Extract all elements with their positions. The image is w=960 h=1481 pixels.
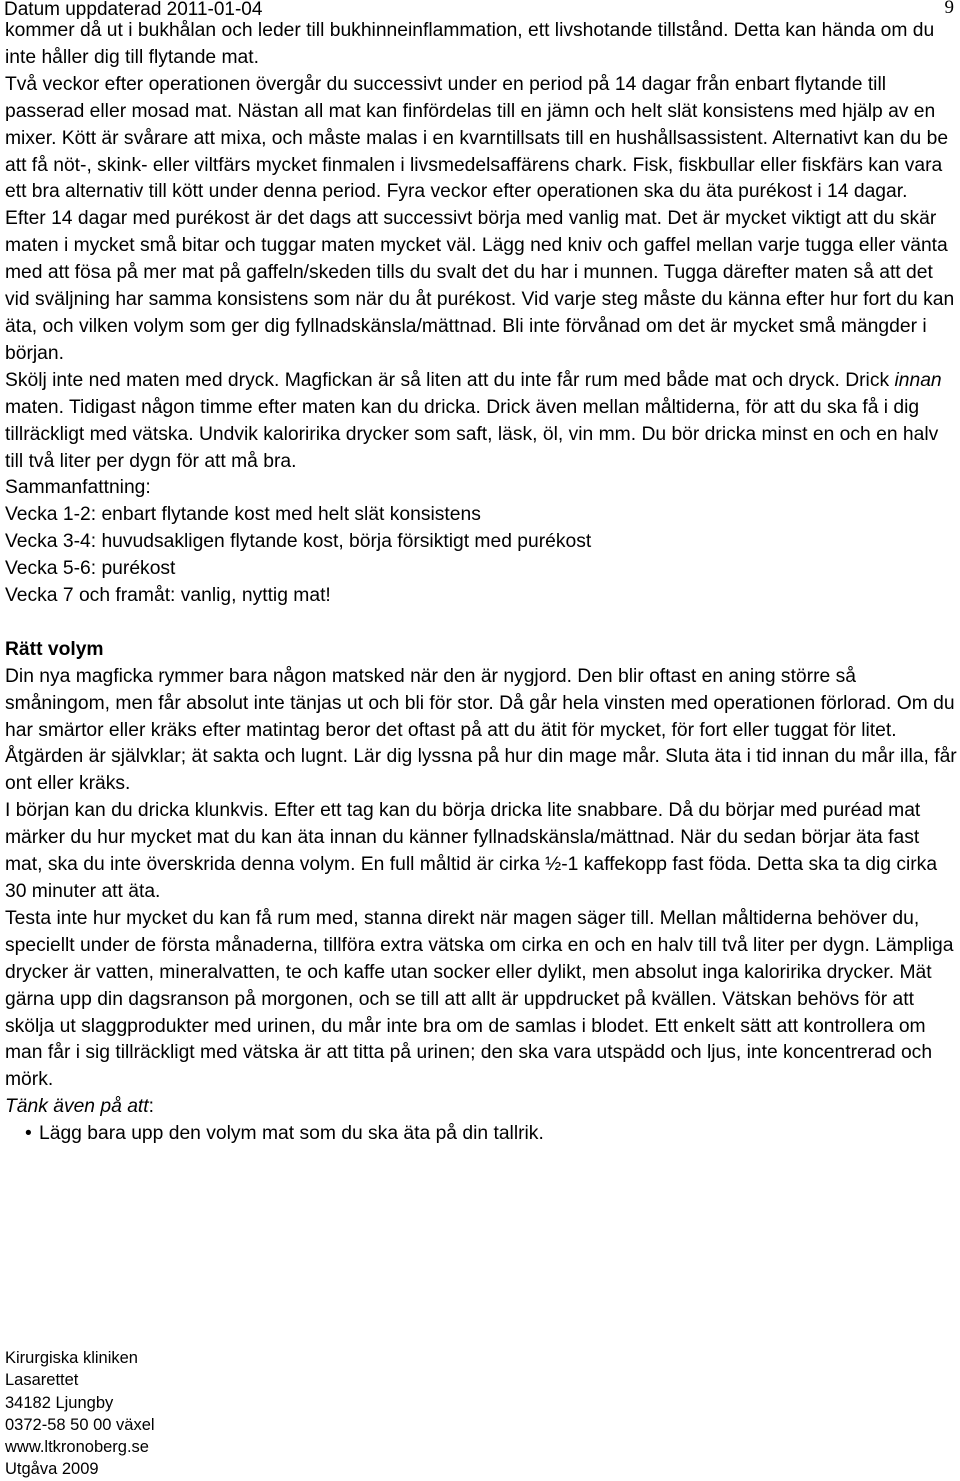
- summary-item: Vecka 7 och framåt: vanlig, nyttig mat!: [5, 585, 331, 607]
- paragraph: kommer då ut i bukhålan och leder till bukhinneinflammation, ett livshotande tillstånd. Detta kan hända om du inte håller dig till flytande mat.: [5, 20, 935, 68]
- paragraph: [5, 798, 960, 906]
- fraction-text: ½: [545, 854, 562, 876]
- think-colon: :: [148, 1096, 154, 1118]
- paragraph: [5, 368, 960, 476]
- summary-title: Sammanfattning:: [5, 477, 151, 499]
- think-label-line: [5, 1094, 960, 1121]
- section-heading: Rätt volym: [5, 638, 104, 660]
- footer-website: www.ltkronoberg.se: [5, 1438, 149, 1457]
- paragraph-text: maten. Tidigast någon timme efter maten kan du dricka. Drick även mellan måltiderna, för att du ska få i dig tillräckligt med vätska. Undvik kaloririka drycker som saft, läsk, öl, vin mm. Du bör dricka minst en och en halv till två liter per dygn för att må bra.: [5, 396, 939, 472]
- emphasis-text: innan: [894, 369, 942, 391]
- footer-line: 34182 Ljungby: [5, 1393, 114, 1412]
- paragraph-text: -1 kaffekopp fast föda. Detta ska ta dig cirka 30 minuter att äta.: [5, 854, 938, 902]
- paragraph-text: Skölj inte ned maten med dryck. Magfickan är så liten att du inte får rum med både mat och dryck. Drick: [5, 369, 895, 391]
- page-number: 9: [944, 0, 954, 18]
- footer-line: 0372-58 50 00 växel: [5, 1415, 155, 1434]
- bullet-icon: •: [25, 1123, 32, 1145]
- paragraph: Två veckor efter operationen övergår du successivt under en period på 14 dagar från enbart flytande till passerad eller mosad mat. Nästan all mat kan finfördelas till en jämn och helt slät konsistens med hjälp av en mixer. Kött är svårare att mixa, och måste malas i en kvarntillsats till en hushållsassistent. Alternativt kan du be att få nöt-, skink- eller viltfärs mycket finmalen i livsmedelsaffärens chark. Fisk, fiskbullar eller fiskfärs kan vara ett bra alternativ till kött under denna period. Fyra veckor efter operationen ska du äta purékost i 14 dagar.: [5, 73, 949, 203]
- paragraph-text: I början kan du dricka klunkvis. Efter ett tag kan du börja dricka lite snabbare. Då du börjar med puréad mat märker du hur mycket mat du kan äta innan du känner fyllnadskänsla/mättnad. När du sedan börjar äta fast mat, ska du inte överskrida denna volym. En full måltid är cirka: [5, 800, 921, 876]
- summary-item: Vecka 3-4: huvudsakligen flytande kost, börja försiktigt med purékost: [5, 531, 592, 553]
- footer-line: Lasarettet: [5, 1371, 79, 1390]
- summary-item: Vecka 1-2: enbart flytande kost med helt slät konsistens: [5, 504, 481, 526]
- paragraph: Testa inte hur mycket du kan få rum med, stanna direkt när magen säger till. Mellan måltiderna behöver du, speciellt under de första månaderna, tillföra extra vätska om cirka en och en halv till två liter per dygn. Lämpliga drycker är vatten, mineralvatten, te och kaffe utan socker eller dylikt, men absolut inga kaloririka drycker. Mät gärna upp din dagsranson på morgonen, och se till att allt är uppdrucket på kvällen. Vätskan behövs för att skölja ut slaggprodukter med urinen, du mår inte bra om de samlas i blodet. Ett enkelt sätt att kontrollera om man får i sig tillräckligt med vätska är att titta på urinen; den ska vara utspädd och ljus, inte koncentrerad och mörk.: [5, 907, 954, 1091]
- list-item-text: Lägg bara upp den volym mat som du ska äta på din tallrik.: [39, 1123, 544, 1145]
- list-item: [5, 1121, 960, 1148]
- paragraph: Din nya magficka rymmer bara någon matsked när den är nygjord. Den blir oftast en aning större så småningom, men får absolut inte tänjas ut och bli för stor. Då går hela vinsten med operationen förlorad. Om du har smärtor eller kräks efter matintag beror det oftast på att du ätit för mycket, för fort eller tuggat för litet. Åtgärden är självklar; ät sakta och lugnt. Lär dig lyssna på hur din mage mår. Sluta äta i tid innan du mår illa, får ont eller kräks.: [5, 665, 957, 795]
- think-label: Tänk även på att: [5, 1096, 149, 1118]
- document-body: [5, 18, 960, 1148]
- footer-line: Kirurgiska kliniken: [5, 1349, 138, 1367]
- summary-item: Vecka 5-6: purékost: [5, 558, 176, 580]
- footer-line: Utgåva 2009: [5, 1460, 99, 1479]
- paragraph: Efter 14 dagar med purékost är det dags att successivt börja med vanlig mat. Det är mycket viktigt att du skär maten i mycket små bitar och tuggar maten mycket väl. Lägg ned kniv och gaffel mellan varje tugga eller vänta med att fösa på mer mat på gaffeln/skeden tills du svalt det du har i munnen. Tugga därefter maten så att det vid sväljning har samma konsistens som när du åt purékost. Vid varje steg måste du känna efter hur fort du kan äta, och vilken volym som ger dig fyllnadskänsla/mättnad. Bli inte förvånad om det är mycket små mängder i början.: [5, 208, 955, 364]
- footer-address: [5, 1347, 155, 1481]
- document-date: Datum uppdaterad 2011-01-04: [4, 0, 263, 20]
